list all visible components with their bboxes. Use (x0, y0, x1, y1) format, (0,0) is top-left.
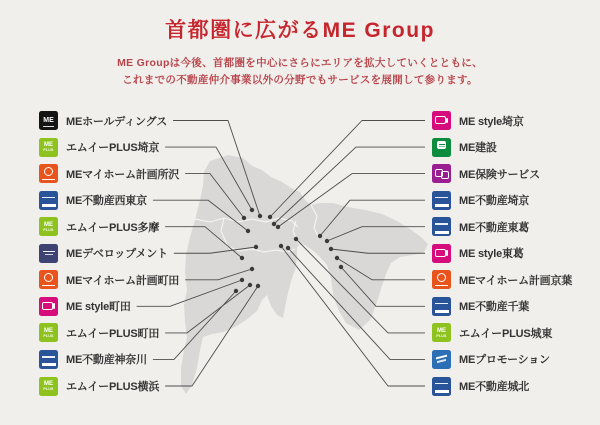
company-row-left-5 (39, 217, 159, 236)
company-label: ME不動産埼京 (459, 195, 530, 208)
fudosan-logo-icon (39, 191, 58, 210)
company-row-left-10 (39, 350, 147, 369)
company-row-right-10 (432, 350, 550, 369)
kensetsu-logo-icon (432, 138, 451, 157)
company-row-left-4 (39, 191, 147, 210)
kanto-map-shape (181, 155, 428, 394)
plus-logo-icon: ME PLUS (39, 138, 58, 157)
fudosan-logo-icon (39, 350, 58, 369)
company-label: ME不動産神奈川 (66, 354, 147, 367)
company-row-right-9 (432, 323, 552, 342)
subtitle-line-1: ME Groupは今後、首都圏を中心にさらにエリアを拡大していくとともに、 (117, 57, 483, 69)
company-label: MEマイホーム計画京葉 (459, 274, 573, 287)
company-row-right-6 (432, 244, 524, 263)
company-label: ME style町田 (66, 301, 131, 314)
company-row-left-11 (39, 377, 159, 396)
company-label: エムイーPLUS城東 (459, 327, 553, 340)
myhome-logo-icon (432, 270, 451, 289)
company-row-right-7 (432, 270, 572, 289)
company-row-left-8 (39, 297, 131, 316)
plus-logo-icon: ME PLUS (39, 377, 58, 396)
company-row-right-1 (432, 111, 524, 130)
company-label: ME style埼京 (459, 115, 524, 128)
company-row-left-2 (39, 138, 159, 157)
style-logo-icon (432, 111, 451, 130)
company-row-left-6 (39, 244, 168, 263)
develop-logo-icon (39, 244, 58, 263)
company-row-right-4 (432, 191, 529, 210)
promo-logo-icon (432, 350, 451, 369)
plus-logo-icon: ME PLUS (39, 217, 58, 236)
company-label: MEプロモーション (459, 354, 550, 367)
plus-logo-icon: ME PLUS (39, 323, 58, 342)
myhome-logo-icon (39, 270, 58, 289)
fudosan-logo-icon (432, 377, 451, 396)
company-label: エムイーPLUS埼京 (66, 142, 160, 155)
company-label: ME保険サービス (459, 168, 540, 181)
company-row-right-8 (432, 297, 529, 316)
plus-logo-icon: ME PLUS (432, 323, 451, 342)
fudosan-logo-icon (432, 217, 451, 236)
company-label: MEマイホーム計画町田 (66, 274, 180, 287)
company-label: MEマイホーム計画所沢 (66, 168, 180, 181)
company-row-left-3 (39, 164, 179, 183)
company-row-left-9 (39, 323, 159, 342)
company-row-right-5 (432, 217, 529, 236)
company-label: エムイーPLUS多摩 (66, 221, 160, 234)
company-label: MEデベロップメント (66, 248, 168, 261)
hd-logo-icon: ME (39, 111, 58, 130)
subtitle-line-2: これまでの不動産仲介事業以外の分野でもサービスを展開して参ります。 (122, 74, 478, 86)
company-label: ME建設 (459, 142, 497, 155)
company-label: ME不動産城北 (459, 381, 530, 393)
hoken-logo-icon (432, 164, 451, 183)
company-label: ME不動産西東京 (66, 195, 147, 208)
myhome-logo-icon (39, 164, 58, 183)
company-label: エムイーPLUS町田 (66, 327, 160, 340)
company-row-right-11 (432, 377, 529, 396)
company-label: ME style東葛 (459, 248, 524, 261)
page-title: 首都圏に広がるME Group (165, 19, 435, 42)
fudosan-logo-icon (432, 297, 451, 316)
company-row-left-1 (39, 111, 167, 130)
style-logo-icon (432, 244, 451, 263)
company-label: ME不動産東葛 (459, 221, 530, 234)
company-row-left-7 (39, 270, 179, 289)
company-row-right-2 (432, 138, 497, 157)
company-label: MEホールディングス (66, 115, 168, 128)
fudosan-logo-icon (432, 191, 451, 210)
style-logo-icon (39, 297, 58, 316)
company-label: ME不動産千葉 (459, 301, 530, 314)
company-label: エムイーPLUS横浜 (66, 381, 160, 393)
company-row-right-3 (432, 164, 540, 183)
